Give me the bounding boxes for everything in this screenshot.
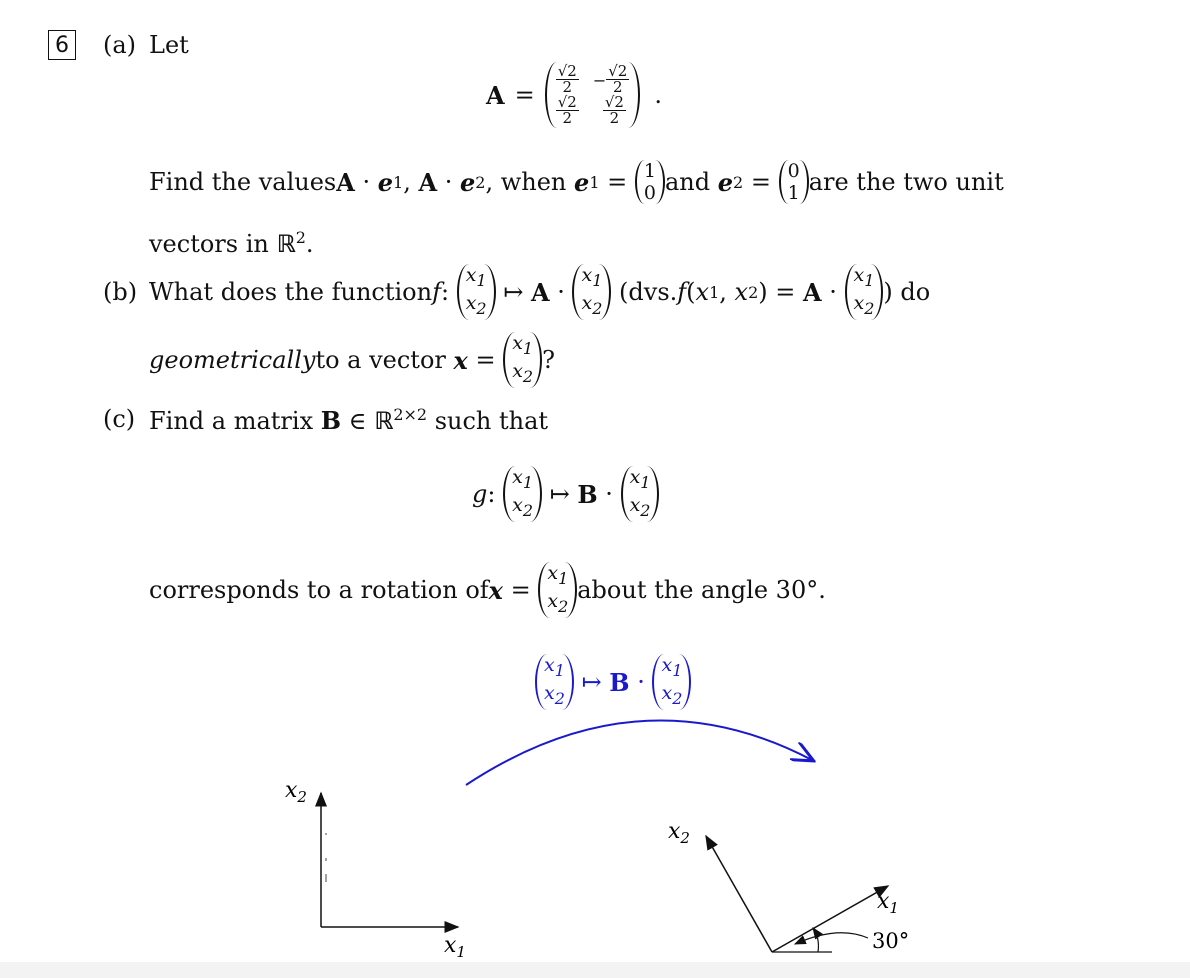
left-x1-label: $x_1$ [444,933,466,961]
left-x2-label: $x_2$ [285,778,307,806]
g-mapping: g : $x_1$ $x_2$ ↦ B · $x_1$ $x_2$ [472,462,659,526]
right-x2-label: $x_2$ [668,819,690,847]
right-axes [706,836,888,952]
unit-vector-e1: 1 0 [635,160,665,204]
left-axes [321,793,458,927]
unit-vector-e2: 0 1 [779,160,809,204]
angle-label: 30° [872,929,910,953]
part-a-task-line: Find the values A · e 1 , A · e 2 , when e 1 = 1 0 and e 2 = 0 1 are the two unit [149,160,1004,204]
matrix-a-equation: A = $\frac{√2}{2}$ − $\frac{√2}{2}$ $\frac{√2}{2}$ $\frac{√2}{2}$ . [486,62,662,127]
part-a-task-line-2: vectors in ℝ$^2$. [149,228,314,258]
part-b-question-line-2: geometrically to a vector x = $x_1$ $x_2$ ? [149,332,555,386]
part-b-question-line: What does the function f : $x_1$ $x_2$ ↦ A · $x_1$ $x_2$ (dvs. f ( x 1 , x 2 ) = A · $x_1$ $x_2$ ) do [149,264,931,318]
matrix-a-symbol: A [486,80,505,110]
problem-number: 6 [48,30,76,60]
blue-mapping: $x_1$ $x_2$ ↦ B · $x_1$ $x_2$ [535,650,691,714]
part-c-label: (c) [103,405,136,433]
part-a-label: (a) [103,31,137,59]
part-c-task: Find a matrix B ∈ ℝ$^{2\times 2}$ such that [149,405,549,435]
part-c-rotation-line: corresponds to a rotation of x = $x_1$ $x_2$ about the angle 30°. [149,562,826,616]
right-x1-label: $x_1$ [877,889,899,917]
transform-arrow [466,720,812,785]
part-b-label: (b) [103,278,138,306]
part-a-intro: Let [149,31,189,59]
page-bottom-strip [0,962,1190,978]
matrix-a: $\frac{√2}{2}$ − $\frac{√2}{2}$ $\frac{√2}{2}$ $\frac{√2}{2}$ [545,62,641,128]
